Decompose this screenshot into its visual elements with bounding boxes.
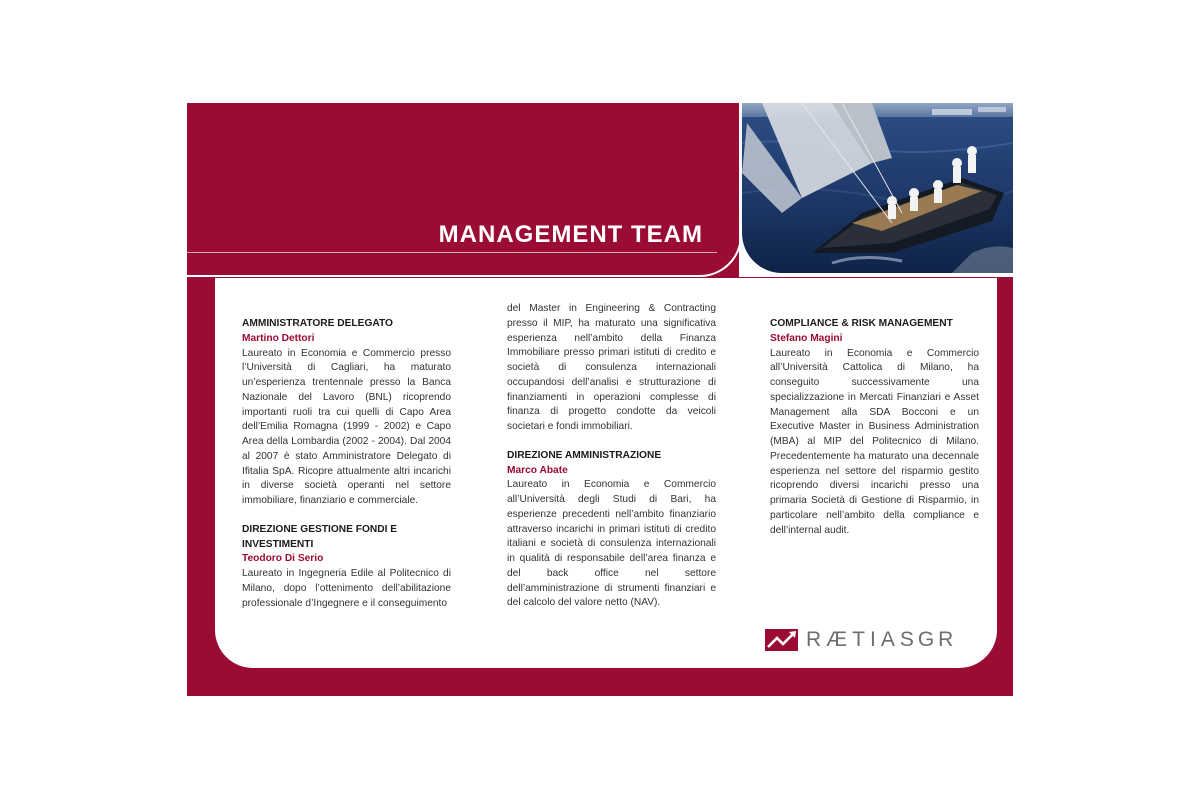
person-bio: Laureato in Economia e Commercio presso l’Università di Cagliari, ha maturato un’esperienza trentennale presso la Banca Nazionale del Lavoro (BNL) ricoprendo importanti ruoli tra cui quelli di Capo Area dell’Emilia Romagna (1999 - 2002) e Capo Area della Lombardia (2002 - 2004). Dal 2004 al 2007 è stato Amministratore Delegato di Ifitalia SpA. Ricopre attualmente altri incarichi in diverse società operanti nel settore immobiliare, finanziario e commerciale.	[242, 347, 451, 506]
person-name: Martino Dettori	[242, 332, 315, 344]
column-1	[242, 317, 451, 611]
person-bio: Laureato in Economia e Commercio all’Università Cattolica di Milano, ha conseguito successivamente una specializzazione in Mercati Finanziari e Asset Management alla SDA Bocconi e un Executive Master in Business Administration (MBA) al MIP del Politecnico di Milano. Precedentemente ha maturato una decennale esperienza nel settore del risparmio gestito ricoprendo diversi incarichi presso una primaria Società di Gestione di Risparmio, in particolare nell’ambito della compliance e dell’internal audit.	[770, 347, 979, 536]
role-heading: DIREZIONE GESTIONE FONDI E INVESTIMENTI	[242, 523, 398, 550]
person-bio: Laureato in Economia e Commercio all’Università degli Studi di Bari, ha esperienze precedenti nell’ambito finanziario attraverso incarichi in primari istituti di credito italiani e società di consulenza internazionali in qualità di responsabile dell’area finanza e del back office nel settore dell’amministrazione di strumenti finanziari e del calcolo del valore netto (NAV).	[507, 479, 716, 609]
raetia-logo-mark-icon	[765, 629, 798, 651]
content-card	[215, 278, 997, 668]
raetia-logo	[765, 625, 957, 655]
brochure-page	[187, 103, 1013, 696]
header-band	[187, 103, 742, 277]
logo-wordmark	[806, 628, 957, 652]
person-name: Marco Abate	[507, 464, 568, 476]
bio-continuation: del Master in Engineering & Contracting presso il MIP, ha maturato una significativa esperienza nell’ambito della Finanza Immobiliare presso primari istituti di credito e società di consulenza internazionali occupandosi dell’analisi e strutturazione di finanziamenti in operazioni complesse di finanza di progetto condotte da veicoli societari e fondi immobiliari.	[507, 303, 716, 432]
role-heading: DIREZIONE AMMINISTRAZIONE	[507, 449, 662, 461]
logo-suffix: SGR	[899, 628, 958, 651]
person-name: Teodoro Di Serio	[242, 553, 324, 565]
person-bio: Laureato in Ingegneria Edile al Politecnico di Milano, dopo l’ottenimento dell’abilitazione professionale d’Ingegnere e il conseguimento	[242, 568, 451, 609]
sailboat-photo	[742, 103, 1013, 273]
page-title: MANAGEMENT TEAM	[438, 221, 703, 248]
sailboat-icon	[742, 103, 1013, 273]
role-heading: COMPLIANCE & RISK MANAGEMENT	[770, 318, 953, 329]
person-name: Stefano Magini	[770, 332, 843, 344]
logo-name: RÆTIA	[806, 628, 900, 651]
role-heading: AMMINISTRATORE DELEGATO	[242, 318, 393, 329]
header-rule	[187, 252, 717, 253]
column-2	[507, 303, 716, 611]
column-3	[770, 317, 979, 538]
